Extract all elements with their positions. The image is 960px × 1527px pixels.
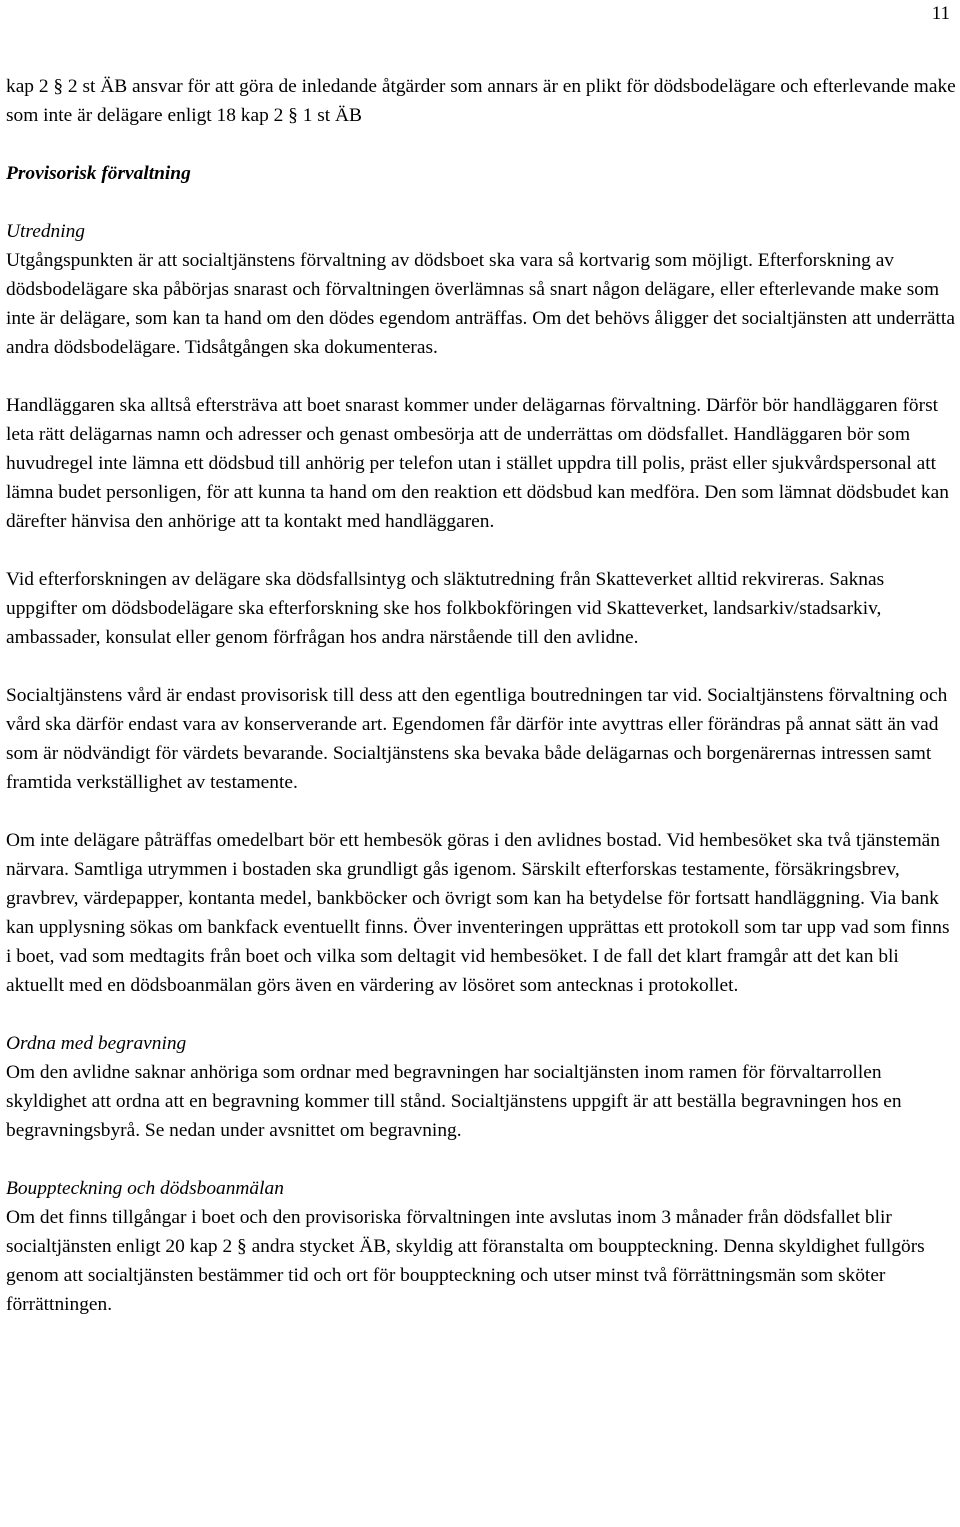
begravning-paragraph: Om den avlidne saknar anhöriga som ordnar med begravningen har socialtjänsten inom ramen för förvaltarrollen skyldighet att ordna att en begravning kommer till stånd. Socialtjänstens uppgift är att beställa begravningen hos en begravningsbyrå. Se nedan under avsnittet om begravning. [6,1062,902,1141]
bouppteckning-paragraph: Om det finns tillgångar i boet och den provisoriska förvaltningen inte avslutas inom 3 månader från dödsfallet blir socialtjänsten enligt 20 kap 2 § andra stycket ÄB, skyldig att föranstalta om bouppteckning. Denna skyldighet fullgörs genom att socialtjänsten bestämmer tid och ort för bouppteckning och utser minst två förrättningsmän som sköter förrättningen. [6,1207,925,1315]
utredning-paragraph-5: Om inte delägare påträffas omedelbart bör ett hembesök göras i den avlidnes bostad. Vid hembesöket ska två tjänstemän närvara. Samtliga utrymmen i bostaden ska grundligt gås igenom. Särskilt efterforskas testamente, försäkringsbrev, gravbrev, värdepapper, kontanta medel, bankböcker och övrigt som kan ha betydelse för fortsatt handläggning. Via bank kan upplysning sökas om bankfack eventuellt finns. Över inventeringen upprättas ett protokoll som tar upp vad som finns i boet, vad som medtagits från boet och vilka som deltagit vid hembesöket. I de fall det klart framgår att det kan bli aktuellt med en dödsboanmälan görs även en värdering av lösöret som antecknas i protokollet. [6,830,950,996]
utredning-paragraph-1: Utgångspunkten är att socialtjänstens förvaltning av dödsboet ska vara så kortvarig som möjligt. Efterforskning av dödsbodelägare ska påbörjas snarast och förvaltningen överlämnas så snart någon delägare, eller efterlevande make som inte är delägare, som kan ta hand om den dödes egendom anträffas. Om det behövs åligger det socialtjänsten att underrätta andra dödsbodelägare. Tidsåtgången ska dokumenteras. [6,250,955,358]
subheading-utredning: Utredning [6,221,85,242]
utredning-paragraph-4: Socialtjänstens vård är endast provisorisk till dess att den egentliga boutredningen tar vid. Socialtjänstens förvaltning och vård ska därför endast vara av konserverande art. Egendomen får därför inte avyttras eller förändras på annat sätt än vad som är nödvändigt för värdets bevarande. Socialtjänstens ska bevaka både delägarnas och borgenärernas intressen samt framtida verkställighet av testamente. [6,685,948,793]
document-body [6,72,956,1319]
section-heading-provisorisk-forvaltning: Provisorisk förvaltning [6,163,191,184]
subheading-bouppteckning: Bouppteckning och dödsboanmälan [6,1178,284,1199]
intro-paragraph: kap 2 § 2 st ÄB ansvar för att göra de inledande åtgärder som annars är en plikt för dödsbodelägare och efterlevande make som inte är delägare enligt 18 kap 2 § 1 st ÄB [6,76,956,126]
utredning-paragraph-2: Handläggaren ska alltså eftersträva att boet snarast kommer under delägarnas förvaltning. Därför bör handläggaren först leta rätt delägarnas namn och adresser och genast ombesörja att de underrättas om dödsfallet. Handläggaren bör som huvudregel inte lämna ett dödsbud till anhörig per telefon utan i stället uppdra till polis, präst eller sjukvårdspersonal att lämna budet personligen, för att kunna ta hand om den reaktion ett dödsbud kan medföra. Den som lämnat dödsbudet kan därefter hänvisa den anhörige att ta kontakt med handläggaren. [6,395,949,532]
page-number: 11 [931,3,950,24]
subheading-ordna-med-begravning: Ordna med begravning [6,1033,187,1054]
utredning-paragraph-3: Vid efterforskningen av delägare ska dödsfallsintyg och släktutredning från Skatteverket alltid rekvireras. Saknas uppgifter om dödsbodelägare ska efterforskning ske hos folkbokföringen vid Skatteverket, landsarkiv/stadsarkiv, ambassader, konsulat eller genom förfrågan hos andra närstående till den avlidne. [6,569,885,648]
